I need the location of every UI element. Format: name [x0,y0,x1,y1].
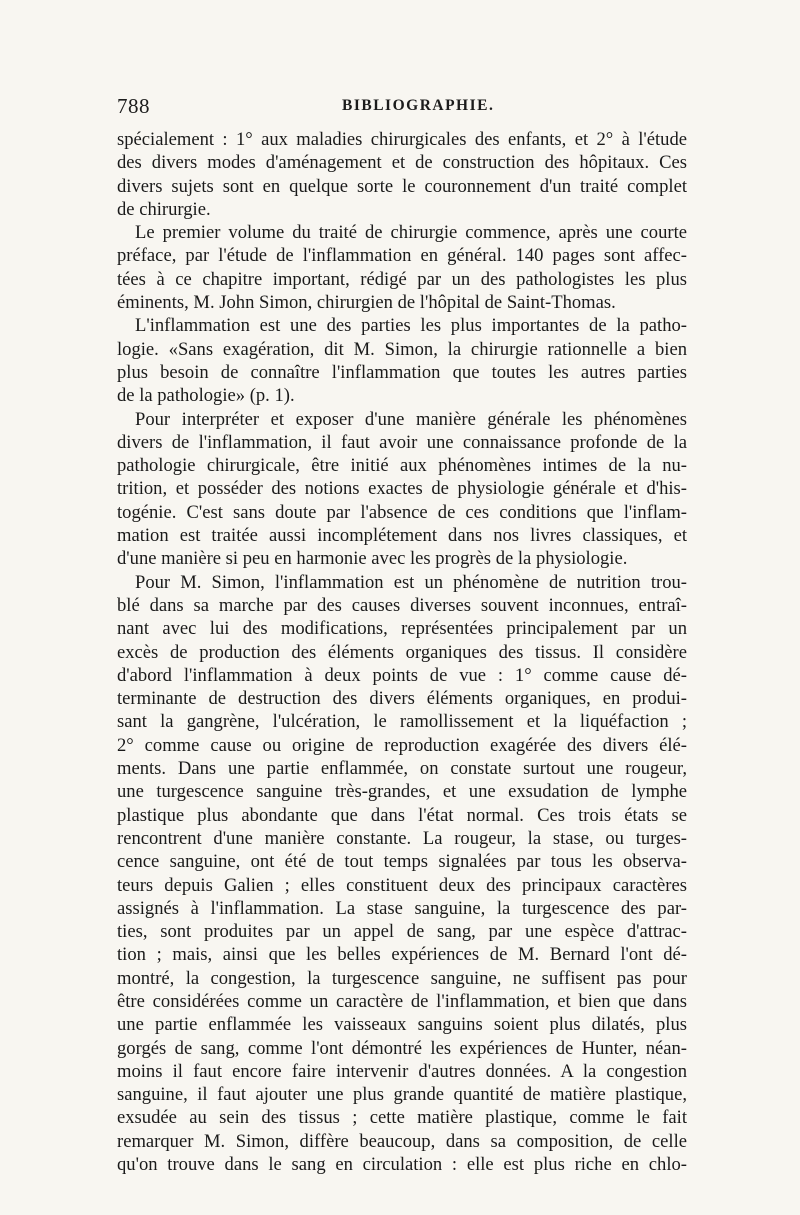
text-line: remarquer M. Simon, diffère beaucoup, dans sa composition, de celle [117,1130,687,1152]
text-line: pathologie chirurgicale, être initié aux phénomènes intimes de la nu- [117,455,687,477]
text-line: de chirurgie. [117,198,211,220]
text-line: d'une manière si peu en harmonie avec les progrès de la physiologie. [117,548,628,570]
text-line: des divers modes d'aménagement et de construction des hôpitaux. Ces [117,152,687,174]
running-head: BIBLIOGRAPHIE. [342,97,495,114]
text-line: teurs depuis Galien ; elles constituent deux des principaux caractères [117,874,687,896]
text-line: Le premier volume du traité de chirurgie commence, après une courte [135,222,687,244]
text-line: ments. Dans une partie enflammée, on constate surtout une rougeur, [117,758,687,780]
text-line: sant la gangrène, l'ulcération, le ramollissement et la liquéfaction ; [117,711,687,733]
text-line: Pour M. Simon, l'inflammation est un phénomène de nutrition trou- [135,571,687,593]
text-line: terminante de destruction des divers éléments organiques, en produi- [117,688,687,710]
text-line: divers de l'inflammation, il faut avoir une connaissance profonde de la [117,431,687,453]
text-line: tion ; mais, ainsi que les belles expériences de M. Bernard l'ont dé- [117,944,687,966]
text-line: logie. «Sans exagération, dit M. Simon, la chirurgie rationnelle a bien [117,338,687,360]
text-line: trition, et posséder des notions exactes de physiologie générale et d'his- [117,478,687,500]
text-line: divers sujets sont en quelque sorte le couronnement d'un traité complet [117,175,687,197]
body-text [117,128,687,1176]
text-line: excès de production des éléments organiques des tissus. Il considère [117,641,687,663]
text-line: qu'on trouve dans le sang en circulation : elle est plus riche en chlo- [117,1154,687,1176]
text-line: être considérées comme un caractère de l'inflammation, et bien que dans [117,990,687,1012]
text-line: plus besoin de connaître l'inflammation que toutes les autres parties [117,361,687,383]
text-line: Pour interpréter et exposer d'une manière générale les phénomènes [135,408,687,430]
text-line: sanguine, il faut ajouter une plus grande quantité de matière plastique, [117,1084,687,1106]
text-line: exsudée au sein des tissus ; cette matière plastique, comme le fait [117,1107,687,1129]
text-line: tées à ce chapitre important, rédigé par un des pathologistes les plus [117,268,687,290]
text-line: rencontrent d'une manière constante. La rougeur, la stase, ou turges- [117,827,687,849]
text-line: spécialement : 1° aux maladies chirurgicales des enfants, et 2° à l'étude [117,129,687,150]
text-line: moins il faut encore faire intervenir d'autres données. A la congestion [117,1060,687,1082]
text-line: de la pathologie» (p. 1). [117,385,295,407]
text-line: mation est traitée aussi incomplétement dans nos livres classiques, et [117,525,687,547]
text-line: assignés à l'inflammation. La stase sanguine, la turgescence des par- [117,897,687,919]
text-line: ties, sont produites par un appel de sang, par une espèce d'attrac- [117,921,687,943]
text-line: L'inflammation est une des parties les plus importantes de la patho- [135,315,687,337]
text-line: cence sanguine, ont été de tout temps signalées par tous les observa- [117,851,687,873]
text-line: gorgés de sang, comme l'ont démontré les expériences de Hunter, néan- [117,1037,687,1059]
text-line: d'abord l'inflammation à deux points de vue : 1° comme cause dé- [117,664,687,686]
page-number: 788 [117,94,150,118]
text-line: nant avec lui des modifications, représentées principalement par un [117,618,687,640]
text-line: une partie enflammée les vaisseaux sanguins soient plus dilatés, plus [117,1014,687,1036]
page-header [117,94,687,120]
text-line: 2° comme cause ou origine de reproduction exagérée des divers élé- [117,734,687,756]
text-line: blé dans sa marche par des causes diverses souvent inconnues, entraî- [117,594,687,616]
text-line: plastique plus abondante que dans l'état normal. Ces trois états se [117,804,687,826]
text-line: préface, par l'étude de l'inflammation en général. 140 pages sont affec- [117,245,687,267]
text-line: montré, la congestion, la turgescence sanguine, ne suffisent pas pour [117,967,687,989]
text-line: éminents, M. John Simon, chirurgien de l'hôpital de Saint-Thomas. [117,292,616,314]
text-line: togénie. C'est sans doute par l'absence de ces conditions que l'inflam- [117,501,687,523]
text-line: une turgescence sanguine très-grandes, et une exsudation de lymphe [117,781,687,803]
